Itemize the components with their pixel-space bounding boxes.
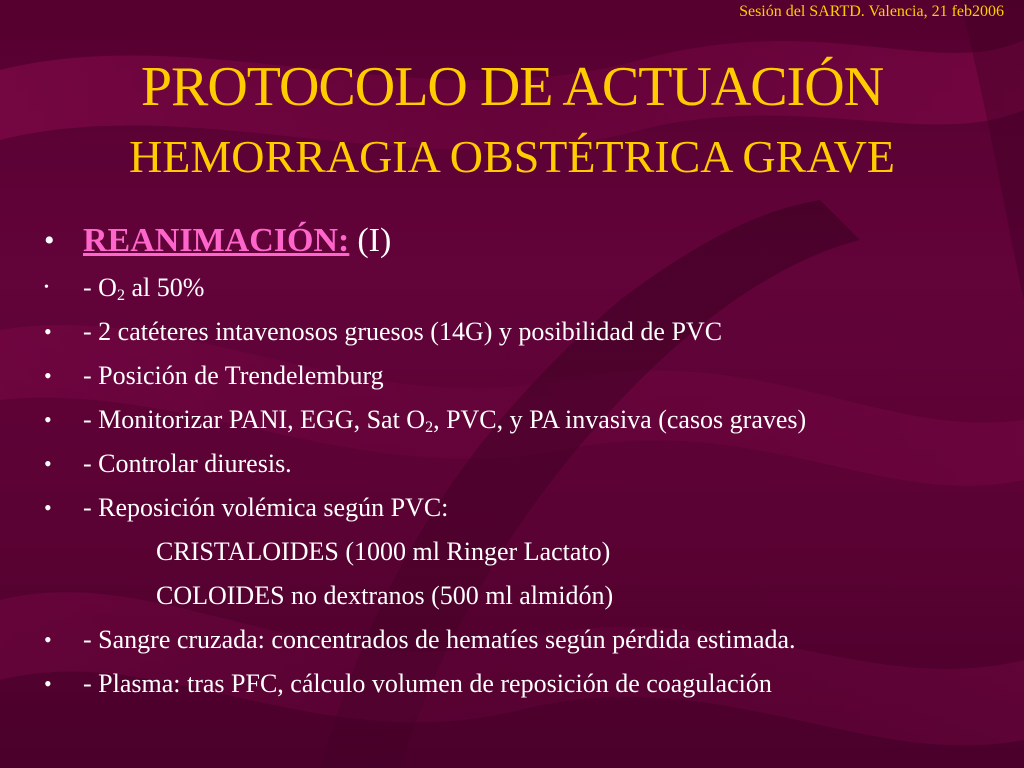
item-text: - Sangre cruzada: concentrados de hematíes según pérdida estimada. <box>83 625 796 654</box>
section-heading-label: REANIMACIÓN: <box>83 222 350 259</box>
item-text: - O <box>83 273 117 302</box>
sub-item-colloids: COLOIDES no dextranos (500 ml almidón) <box>156 581 614 610</box>
bullet-marker: • <box>44 319 52 344</box>
list-item-catheters <box>40 314 990 350</box>
item-text: - Plasma: tras PFC, cálculo volumen de reposición de coagulación <box>83 669 772 698</box>
list-item-blood <box>40 622 990 658</box>
sub-item-crystalloids: CRISTALOIDES (1000 ml Ringer Lactato) <box>156 537 611 566</box>
bullet-list <box>40 218 990 710</box>
item-text: al 50% <box>124 273 205 302</box>
item-text: - 2 catéteres intavenosos gruesos (14G) y posibilidad de PVC <box>83 317 723 346</box>
list-item-plasma <box>40 666 990 702</box>
slide-title: PROTOCOLO DE ACTUACIÓN <box>140 56 884 118</box>
bullet-marker: • <box>44 627 52 652</box>
list-item-monitoring <box>40 402 990 438</box>
subscript: 2 <box>425 419 434 436</box>
session-note: Sesión del SARTD. Valencia, 21 feb2006 <box>739 3 1004 20</box>
list-item-position <box>40 358 990 394</box>
item-text: - Posición de Trendelemburg <box>83 361 384 390</box>
item-text: - Controlar diuresis. <box>83 449 292 478</box>
slide-subtitle: HEMORRAGIA OBSTÉTRICA GRAVE <box>129 131 895 182</box>
section-heading-suffix: (I) <box>357 222 392 259</box>
bullet-marker: • <box>44 280 49 295</box>
bullet-marker: • <box>44 451 52 476</box>
item-text: - Monitorizar PANI, EGG, Sat O <box>83 405 426 434</box>
list-item-volume-replacement <box>40 490 990 526</box>
bullet-marker: • <box>44 671 52 696</box>
section-heading <box>40 218 990 264</box>
item-text: - Reposición volémica según PVC: <box>83 493 449 522</box>
bullet-marker: • <box>44 363 52 388</box>
bullet-marker: • <box>44 407 52 432</box>
list-item-oxygen <box>40 270 990 306</box>
list-item-diuresis <box>40 446 990 482</box>
bullet-marker: • <box>44 224 55 257</box>
bullet-marker: • <box>44 495 52 520</box>
subscript: 2 <box>116 287 125 304</box>
item-text: , PVC, y PA invasiva (casos graves) <box>433 405 807 434</box>
